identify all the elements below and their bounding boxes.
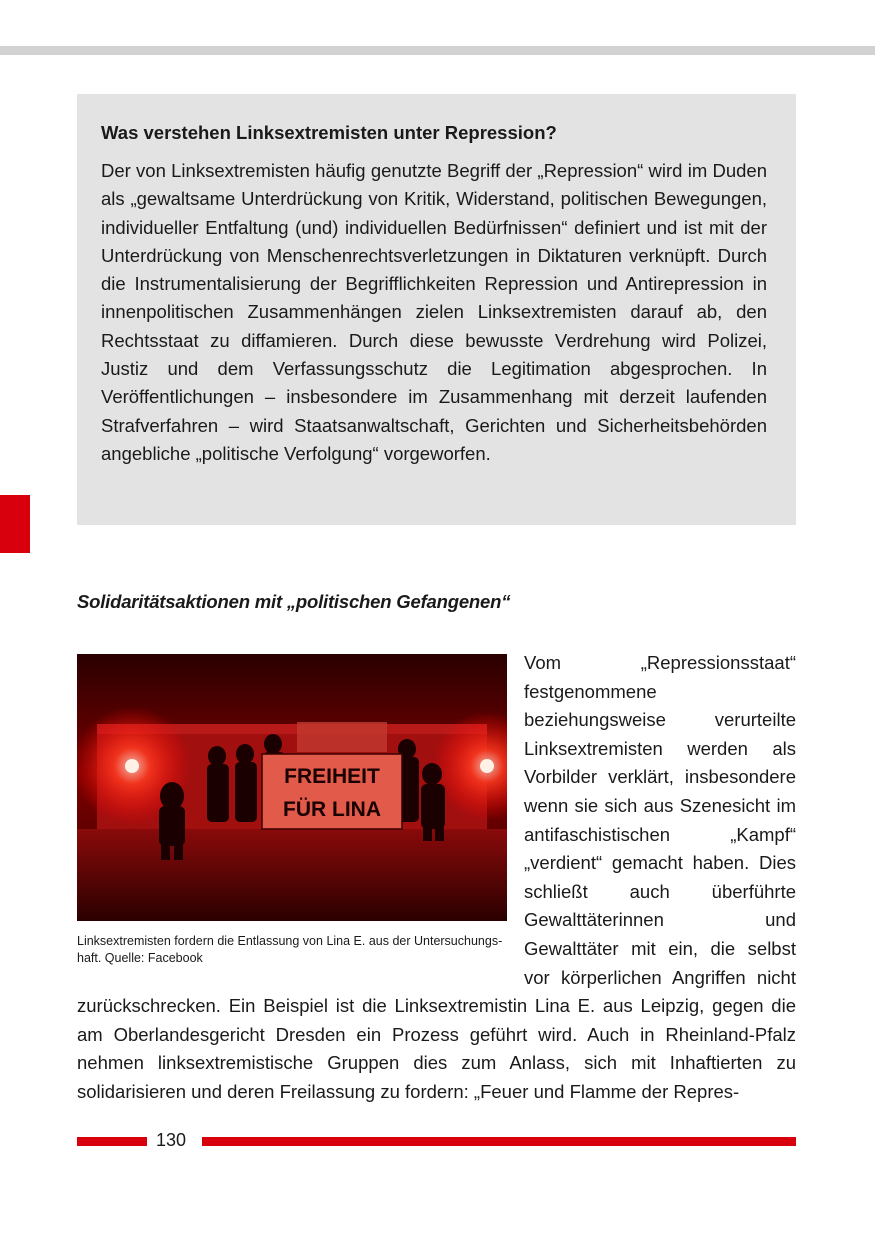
body-text-block: [77, 649, 796, 1107]
protest-photo: [77, 654, 507, 921]
info-box: [77, 94, 796, 525]
info-box-title: Was verstehen Linksextremisten unter Repression?: [101, 122, 557, 143]
top-rule: [0, 46, 875, 55]
figure: [77, 654, 507, 967]
figure-caption: Linksextremisten fordern die Entlassung von Lina E. aus der Untersuchungshaft. Quelle: Facebook: [77, 934, 503, 965]
footer-rule-right: [202, 1137, 796, 1146]
banner-text-line2: FÜR LINA: [283, 798, 381, 821]
info-box-text: Der von Linksextremisten häufig genutzte Begriff der „Repression“ wird im Duden als „gewaltsame Unterdrückung von Kritik, Widerstand, politischen Bewegungen, individueller Entfaltung (und) individuellen Bedürfnissen“ definiert und ist mit der Unterdrückung von Menschenrechtsverletzungen in Diktaturen verknüpft. Durch die Instrumentalisierung der Begrifflichkeiten Repression und Antirepression in innenpolitischen Zusammenhängen zielen Linksextremisten darauf ab, den Rechtsstaat zu diffamieren. Durch diese bewusste Verdrehung wird Polizei, Justiz und dem Verfassungsschutz die Legitimation abgesprochen. In Veröffentlichungen – insbesondere im Zusammenhang mit derzeit laufenden Strafverfahren – wird Staatsanwaltschaft, Gerichten und Sicherheitsbehörden angebliche „politische Verfolgung“ vorgeworfen.: [101, 160, 767, 464]
banner-text-line1: FREIHEIT: [284, 765, 380, 788]
section-paragraph: Vom „Repressionsstaat“ festgenommene beziehungsweise verurteilte Linksextremisten werden als Vorbilder verklärt, insbesondere wenn sie sich aus Szenesicht im antifaschistischen „Kampf“ „verdient“ gemacht haben. Dies schließt auch überführte Gewalttäterinnen und Gewalttäter mit ein, die selbst vor körperlichen Angriffen nicht zurückschrecken. Ein Beispiel ist die Linksextremistin Lina E. aus Leipzig, gegen die am Oberlandesgericht Dresden ein Prozess geführt wird. Auch in Rheinland-Pfalz nehmen linksextremistische Gruppen dies zum Anlass, sich mit Inhaftierten zu solidarisieren und deren Freilassung zu fordern: „Feuer und Flamme der Repres-: [77, 652, 796, 1102]
footer-rule-left: [77, 1137, 147, 1146]
chapter-tab-marker: [0, 495, 30, 553]
page-number: 130: [156, 1130, 187, 1150]
section-heading: Solidaritätsaktionen mit „politischen Gefangenen“: [77, 591, 511, 612]
